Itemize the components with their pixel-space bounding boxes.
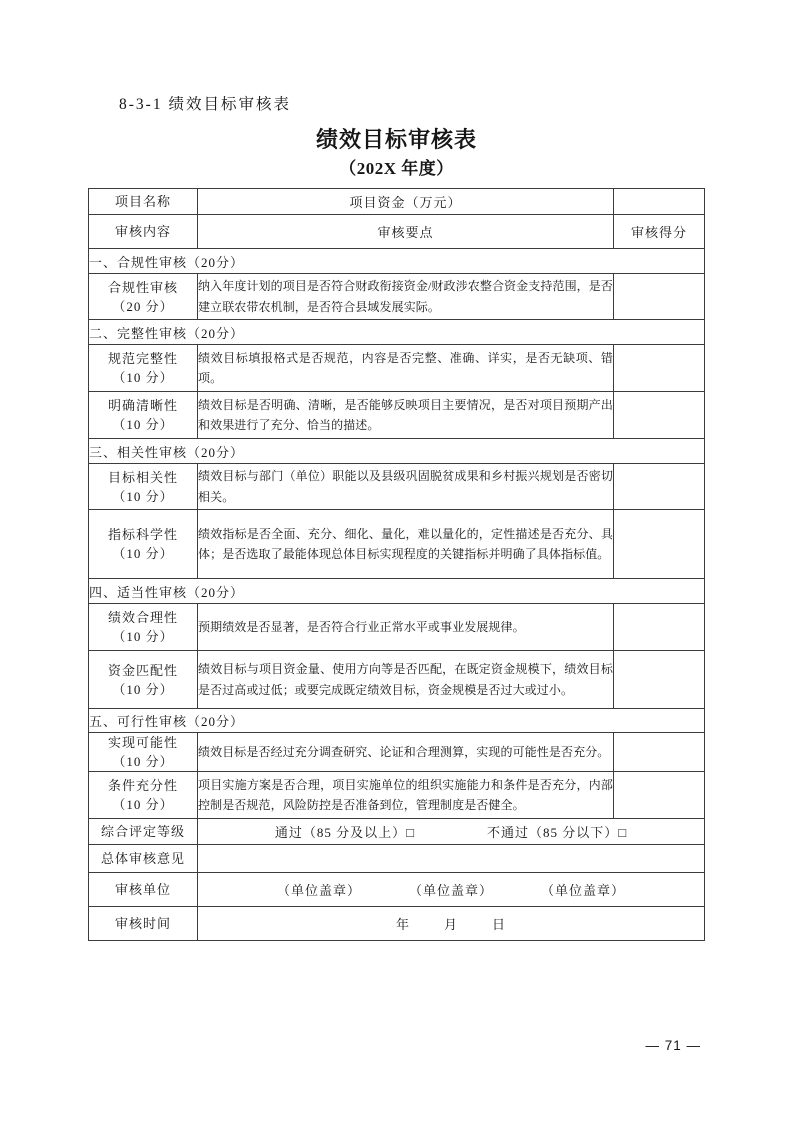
item-row (89, 651, 705, 709)
item-name-cell (89, 392, 198, 439)
item-criteria: 绩效目标是否经过充分调查研究、论证和合理测算，实现的可能性是否充分。 (198, 733, 614, 772)
item-row (89, 464, 705, 510)
project-name-label: 项目名称 (89, 189, 198, 215)
item-points: （10 分） (112, 629, 174, 644)
fail-checkbox[interactable]: □ (618, 825, 628, 840)
item-points: （20 分） (112, 298, 174, 314)
project-name-value: 项目资金（万元） (198, 189, 614, 215)
section-title: 一、合规性审核（20分） (89, 249, 705, 274)
item-row (89, 510, 705, 579)
project-name-row (89, 189, 705, 215)
item-points: （10 分） (112, 370, 174, 385)
review-points-header: 审核要点 (198, 215, 614, 249)
time-day-label: 日 (492, 917, 507, 932)
item-row (89, 733, 705, 772)
item-name-cell (89, 345, 198, 392)
review-table (88, 188, 705, 941)
unit-stamp-placeholder: （单位盖章） (408, 883, 493, 898)
opinion-row (89, 845, 705, 873)
opinion-input-cell[interactable] (198, 845, 705, 873)
page-title: 绩效目标审核表 (315, 127, 477, 152)
section-title: 四、适当性审核（20分） (89, 579, 705, 604)
unit-stamp-placeholder: （单位盖章） (276, 883, 361, 898)
section-title: 二、完整性审核（20分） (89, 320, 705, 345)
item-points: （10 分） (112, 681, 174, 697)
item-name-cell (89, 772, 198, 819)
item-score-cell[interactable] (614, 392, 705, 439)
item-criteria: 绩效目标是否明确、清晰，是否能够反映项目主要情况，是否对项目预期产出和效果进行了充分、恰当的描述。 (198, 392, 614, 439)
item-row (89, 345, 705, 392)
item-name: 绩效合理性 (107, 610, 178, 625)
project-score-cell[interactable] (614, 189, 705, 215)
item-criteria: 预期绩效是否显著，是否符合行业正常水平或事业发展规律。 (198, 604, 614, 651)
item-points: （10 分） (112, 417, 174, 432)
page-subtitle: （202X 年度） (339, 159, 454, 178)
item-score-cell[interactable] (614, 604, 705, 651)
rating-pass-option (275, 822, 415, 841)
item-name-cell (89, 604, 198, 651)
item-row (89, 604, 705, 651)
pass-checkbox[interactable]: □ (406, 825, 415, 840)
section-title: 三、相关性审核（20分） (89, 439, 705, 464)
time-year-label: 年 (395, 917, 410, 932)
item-criteria: 纳入年度计划的项目是否符合财政衔接资金/财政涉农整合资金支持范围，是否建立联农带农机制，是否符合县域发展实际。 (198, 274, 614, 320)
unit-row (89, 873, 705, 907)
rating-label: 综合评定等级 (89, 819, 198, 845)
item-name: 明确清晰性 (107, 398, 178, 413)
item-criteria: 项目实施方案是否合理，项目实施单位的组织实施能力和条件是否充分，内部控制是否规范，风险防控是否准备到位，管理制度是否健全。 (198, 772, 614, 819)
item-name: 规范完整性 (107, 351, 178, 366)
section-row (89, 709, 705, 733)
review-content-header: 审核内容 (89, 215, 198, 249)
time-month-label: 月 (443, 917, 458, 932)
section-row (89, 439, 705, 464)
item-points: （10 分） (112, 797, 174, 812)
item-row (89, 772, 705, 819)
item-score-cell[interactable] (614, 464, 705, 510)
item-score-cell[interactable] (614, 733, 705, 772)
item-row (89, 392, 705, 439)
section-heading: 8-3-1 绩效目标审核表 (119, 96, 291, 113)
unit-label: 审核单位 (89, 873, 198, 907)
column-header-row (89, 215, 705, 249)
rating-fail-option (487, 822, 627, 841)
item-score-cell[interactable] (614, 651, 705, 709)
review-score-header: 审核得分 (614, 215, 705, 249)
item-name: 目标相关性 (107, 469, 178, 485)
section-row (89, 579, 705, 604)
time-label: 审核时间 (89, 907, 198, 941)
item-criteria: 绩效目标与部门（单位）职能以及县级巩固脱贫成果和乡村振兴规划是否密切相关。 (198, 464, 614, 510)
item-name: 实现可能性 (107, 735, 178, 750)
item-name: 条件充分性 (107, 778, 178, 793)
opinion-label: 总体审核意见 (89, 845, 198, 873)
item-score-cell[interactable] (614, 510, 705, 579)
time-input-cell[interactable] (198, 907, 705, 941)
section-row (89, 320, 705, 345)
rating-pass-text: 通过（85 分及以上） (274, 825, 407, 840)
section-row (89, 249, 705, 274)
item-score-cell[interactable] (614, 772, 705, 819)
item-points: （10 分） (112, 546, 174, 561)
item-name: 指标科学性 (107, 527, 178, 542)
time-row (89, 907, 705, 941)
item-criteria: 绩效指标是否全面、充分、细化、量化，难以量化的，定性描述是否充分、具体；是否选取了最能体现总体目标实现程度的关键指标并明确了具体指标值。 (198, 510, 614, 579)
item-criteria: 绩效目标与项目资金量、使用方向等是否匹配，在既定资金规模下，绩效目标是否过高或过低；或要完成既定绩效目标，资金规模是否过大或过小。 (198, 651, 614, 709)
item-name-cell (89, 651, 198, 709)
item-points: （10 分） (112, 488, 174, 504)
section-title: 五、可行性审核（20分） (89, 709, 705, 733)
item-points: （10 分） (112, 754, 174, 769)
item-name: 合规性审核 (107, 279, 178, 295)
item-score-cell[interactable] (614, 274, 705, 320)
rating-fail-text: 不通过（85 分以下） (487, 825, 619, 840)
item-name-cell (89, 510, 198, 579)
item-name-cell (89, 733, 198, 772)
item-row (89, 274, 705, 320)
page-number: — 71 — (645, 1038, 701, 1053)
rating-options-cell (198, 819, 705, 845)
item-score-cell[interactable] (614, 345, 705, 392)
item-name-cell (89, 274, 198, 320)
unit-stamps-cell (198, 873, 705, 907)
item-name: 资金匹配性 (107, 662, 178, 678)
unit-stamp-placeholder: （单位盖章） (541, 883, 626, 898)
item-criteria: 绩效目标填报格式是否规范，内容是否完整、准确、详实，是否无缺项、错项。 (198, 345, 614, 392)
item-name-cell (89, 464, 198, 510)
rating-row (89, 819, 705, 845)
